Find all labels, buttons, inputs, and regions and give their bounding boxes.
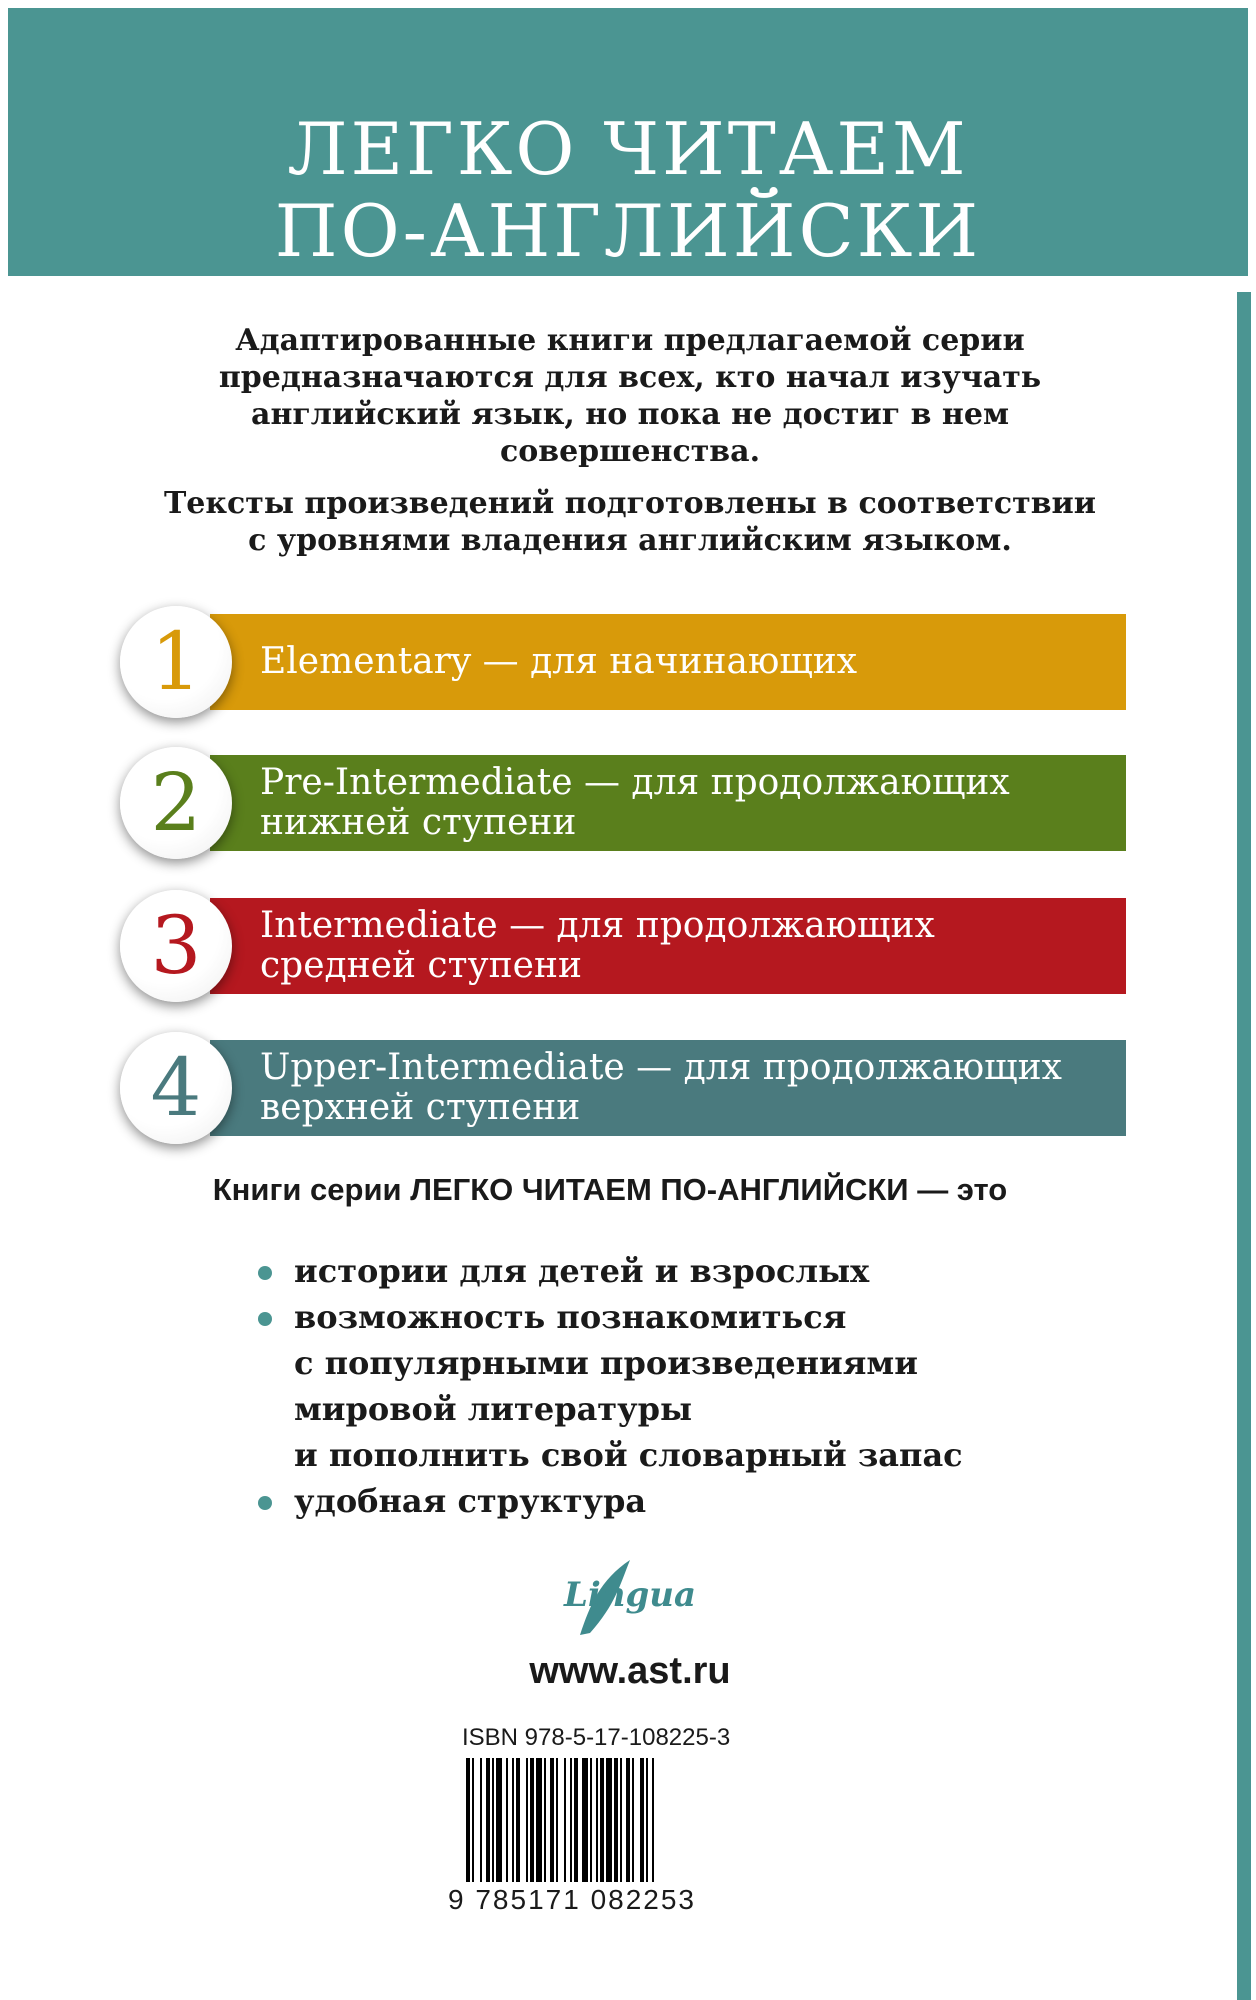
barcode-bar	[582, 1758, 588, 1882]
level-2-label-line-2: нижней ступени	[260, 802, 577, 843]
feature-3-line-1: удобная структура	[294, 1482, 647, 1520]
barcode-bar	[646, 1758, 648, 1882]
feature-1-line-1: истории для детей и взрослых	[294, 1252, 870, 1290]
barcode-bar	[544, 1758, 546, 1882]
level-2-number-badge: 2	[120, 747, 232, 859]
barcode-bar	[492, 1758, 494, 1882]
barcode-bar	[466, 1758, 470, 1882]
level-4-label-line-2: верхней ступени	[260, 1087, 581, 1128]
barcode-bar	[526, 1758, 528, 1882]
barcode-bar	[530, 1758, 534, 1882]
barcode-bar	[564, 1758, 566, 1882]
feature-2-line-1: возможность познакомиться	[294, 1298, 847, 1336]
level-2-label	[260, 755, 1120, 851]
barcode-bar	[652, 1758, 654, 1882]
barcode-bar	[536, 1758, 542, 1882]
barcode-bar	[550, 1758, 554, 1882]
level-4-number-badge: 4	[120, 1032, 232, 1144]
barcode-bar	[556, 1758, 558, 1882]
barcode-bar	[640, 1758, 644, 1882]
barcode-bar	[632, 1758, 634, 1882]
level-3-label-line-1: Intermediate — для продолжающих	[260, 905, 935, 946]
intro-paragraph-1: Адаптированные книги предлагаемой серии предназначаются для всех, кто начал изучать английский язык, но пока не достиг в нем совершенства.	[218, 323, 1042, 469]
barcode-bar	[512, 1758, 514, 1882]
level-1-number-badge: 1	[120, 606, 232, 718]
feature-item-3	[258, 1478, 1058, 1524]
level-3-label-line-2: средней ступени	[260, 945, 582, 986]
level-1-label	[260, 614, 1120, 710]
barcode-bar	[516, 1758, 520, 1882]
feature-list	[258, 1248, 1058, 1524]
bullet-icon	[258, 1266, 272, 1280]
feature-2-line-2: с популярными произведениями	[294, 1344, 918, 1382]
bullet-icon	[258, 1312, 272, 1326]
barcode-bar	[626, 1758, 630, 1882]
barcode-bar	[574, 1758, 578, 1882]
barcode-digits: 9 785171 082253	[448, 1884, 696, 1915]
level-2-label-line-1: Pre-Intermediate — для продолжающих	[260, 762, 1010, 803]
series-title	[8, 108, 1248, 272]
barcode-bar	[506, 1758, 508, 1882]
barcode-bar	[600, 1758, 604, 1882]
level-4-label	[260, 1040, 1120, 1136]
barcode	[462, 1758, 742, 1898]
level-3-label	[260, 898, 1120, 994]
barcode-bar	[596, 1758, 598, 1882]
level-4-label-line-1: Upper-Intermediate — для продолжающих	[260, 1047, 1062, 1088]
barcode-bar	[570, 1758, 572, 1882]
barcode-bar	[620, 1758, 622, 1882]
barcode-bar	[480, 1758, 482, 1882]
feature-item-1	[258, 1248, 1058, 1294]
feature-2-line-4: и пополнить свой словарный запас	[294, 1436, 963, 1474]
barcode-bar	[496, 1758, 502, 1882]
feature-2-line-3: мировой литературы	[294, 1390, 693, 1428]
barcode-bar	[590, 1758, 592, 1882]
barcode-bar	[614, 1758, 618, 1882]
series-title-line-1: ЛЕГКО ЧИТАЕМ	[287, 107, 969, 191]
level-1-label-line-1: Elementary — для начинающих	[260, 641, 858, 682]
publisher-url: www.ast.ru	[529, 1650, 731, 1692]
lingua-logo	[520, 1555, 740, 1645]
title-banner	[8, 8, 1248, 276]
series-description-heading: Книги серии ЛЕГКО ЧИТАЕМ ПО-АНГЛИЙСКИ — это	[212, 1172, 1008, 1207]
bullet-icon	[258, 1496, 272, 1510]
lingua-logo-text: Lingua	[563, 1575, 697, 1615]
barcode-bar	[486, 1758, 490, 1882]
intro-paragraph-2: Тексты произведений подготовлены в соответствии с уровнями владения английским языком.	[163, 486, 1097, 558]
side-accent-bar	[1237, 292, 1251, 2000]
feature-item-2	[258, 1294, 1058, 1478]
level-3-number-badge: 3	[120, 890, 232, 1002]
barcode-bar	[472, 1758, 474, 1882]
barcode-bar	[606, 1758, 612, 1882]
isbn-label: ISBN 978-5-17-108225-3	[462, 1724, 731, 1751]
series-title-line-2: ПО-АНГЛИЙСКИ	[274, 189, 982, 273]
